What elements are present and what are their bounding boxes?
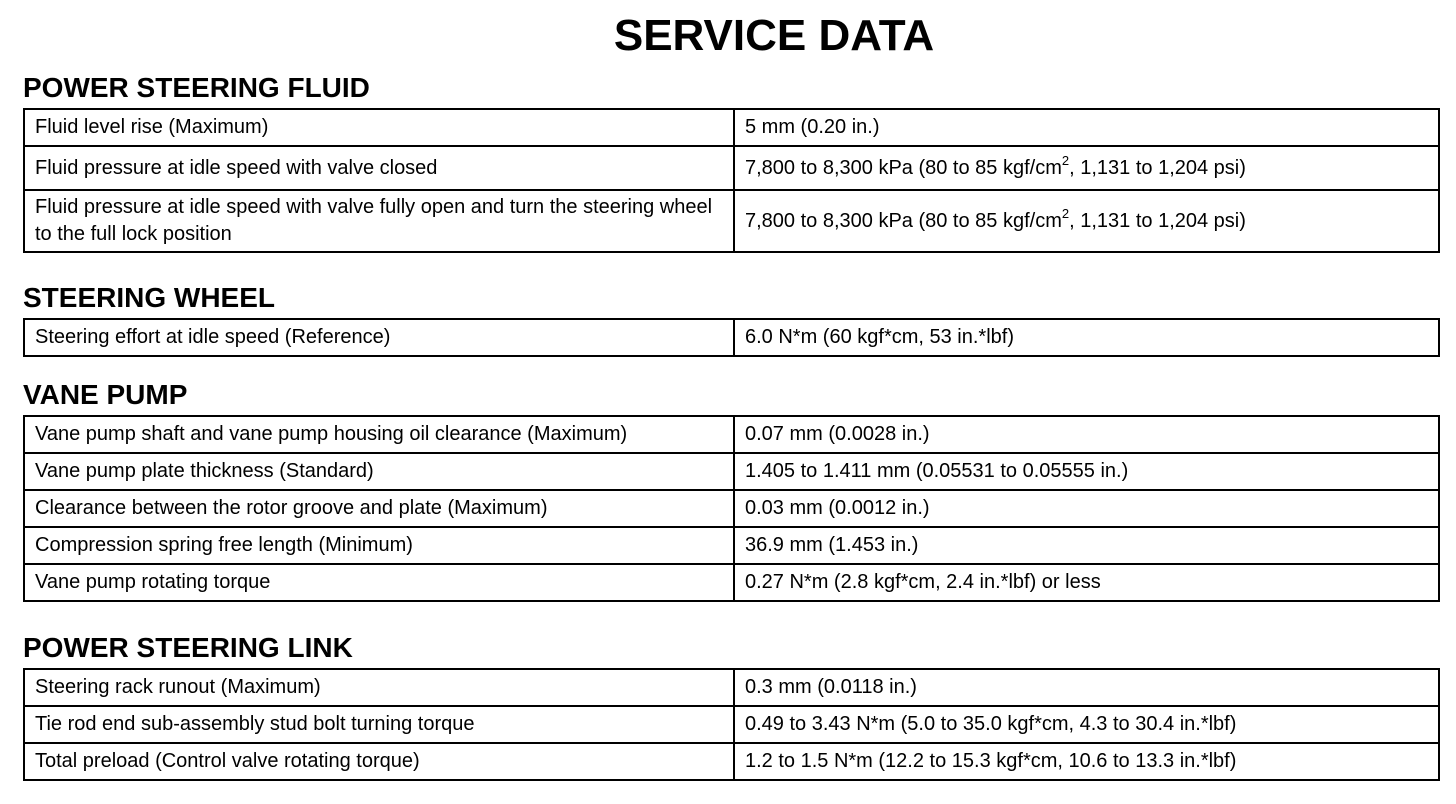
section-heading-power-steering-fluid: POWER STEERING FLUID xyxy=(23,72,370,103)
spec-value xyxy=(734,190,1439,252)
power-steering-fluid-table xyxy=(23,108,1440,253)
spec-value: 1.2 to 1.5 N*m (12.2 to 15.3 kgf*cm, 10.6 to 13.3 in.*lbf) xyxy=(734,743,1439,780)
spec-item: Vane pump shaft and vane pump housing oil clearance (Maximum) xyxy=(24,416,734,453)
spec-value: 6.0 N*m (60 kgf*cm, 53 in.*lbf) xyxy=(734,319,1439,356)
spec-value: 36.9 mm (1.453 in.) xyxy=(734,527,1439,564)
table-row xyxy=(24,743,1439,780)
steering-wheel-table xyxy=(23,318,1440,357)
table-row xyxy=(24,109,1439,146)
table-row xyxy=(24,319,1439,356)
section-heading-steering-wheel: STEERING WHEEL xyxy=(23,282,276,313)
table-row xyxy=(24,706,1439,743)
spec-item: Fluid pressure at idle speed with valve fully open and turn the steering wheel to the full lock position xyxy=(24,190,734,252)
table-row xyxy=(24,146,1439,190)
spec-value: 0.03 mm (0.0012 in.) xyxy=(734,490,1439,527)
superscript: 2 xyxy=(1061,205,1070,221)
spec-value: 5 mm (0.20 in.) xyxy=(734,109,1439,146)
spec-value-text: 7,800 to 8,300 kPa (80 to 85 kgf/cm xyxy=(745,156,1062,179)
spec-item: Vane pump rotating torque xyxy=(24,564,734,601)
superscript: 2 xyxy=(1061,152,1070,168)
spec-value: 0.27 N*m (2.8 kgf*cm, 2.4 in.*lbf) or less xyxy=(734,564,1439,601)
spec-value-text: , 1,131 to 1,204 psi) xyxy=(1069,209,1246,232)
spec-value-text: , 1,131 to 1,204 psi) xyxy=(1069,156,1246,179)
table-row xyxy=(24,669,1439,706)
section-heading-vane-pump: VANE PUMP xyxy=(23,379,188,410)
vane-pump-table xyxy=(23,415,1440,602)
spec-value: 1.405 to 1.411 mm (0.05531 to 0.05555 in.) xyxy=(734,453,1439,490)
spec-item: Fluid pressure at idle speed with valve closed xyxy=(24,146,734,190)
spec-item: Tie rod end sub-assembly stud bolt turning torque xyxy=(24,706,734,743)
spec-item: Clearance between the rotor groove and plate (Maximum) xyxy=(24,490,734,527)
table-row xyxy=(24,453,1439,490)
page-title: SERVICE DATA xyxy=(613,11,935,60)
table-row xyxy=(24,190,1439,252)
table-row xyxy=(24,416,1439,453)
spec-item: Compression spring free length (Minimum) xyxy=(24,527,734,564)
section-heading-power-steering-link: POWER STEERING LINK xyxy=(23,632,353,663)
spec-item: Vane pump plate thickness (Standard) xyxy=(24,453,734,490)
spec-item: Steering rack runout (Maximum) xyxy=(24,669,734,706)
spec-value: 0.3 mm (0.0118 in.) xyxy=(734,669,1439,706)
spec-item: Total preload (Control valve rotating torque) xyxy=(24,743,734,780)
table-row xyxy=(24,490,1439,527)
power-steering-link-table xyxy=(23,668,1440,781)
spec-value: 0.49 to 3.43 N*m (5.0 to 35.0 kgf*cm, 4.3 to 30.4 in.*lbf) xyxy=(734,706,1439,743)
spec-item: Fluid level rise (Maximum) xyxy=(24,109,734,146)
spec-value xyxy=(734,146,1439,190)
table-row xyxy=(24,527,1439,564)
spec-value: 0.07 mm (0.0028 in.) xyxy=(734,416,1439,453)
spec-value-text: 7,800 to 8,300 kPa (80 to 85 kgf/cm xyxy=(745,209,1062,232)
table-row xyxy=(24,564,1439,601)
spec-item: Steering effort at idle speed (Reference) xyxy=(24,319,734,356)
